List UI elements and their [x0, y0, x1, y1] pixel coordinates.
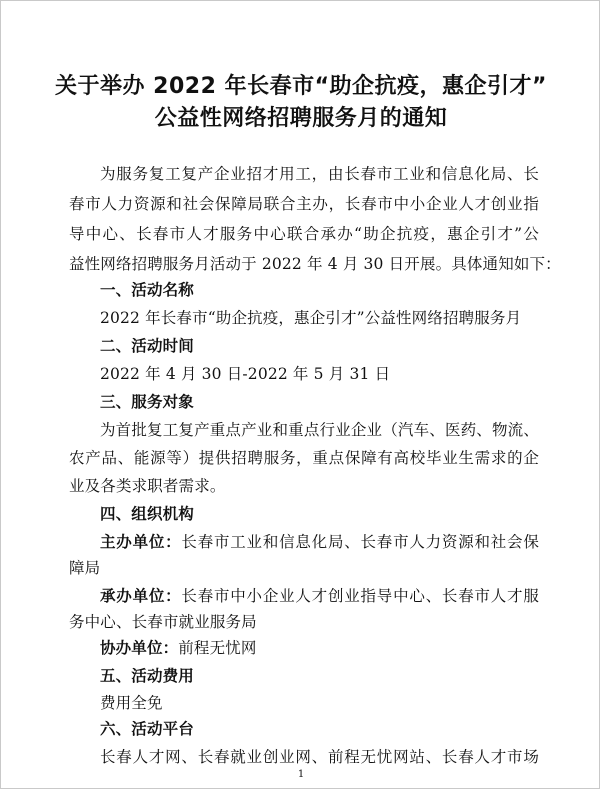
- section-1-text: 2022 年长春市“助企抗疫，惠企引才”公益性网络招聘服务月: [100, 309, 522, 327]
- organizer-line-2: 障局: [69, 559, 101, 577]
- section-4-heading: 四、组织机构: [100, 505, 194, 523]
- section-2-text: 2022 年 4 月 30 日-2022 年 5 月 31 日: [100, 365, 391, 383]
- document-title-line-2: 公益性网络招聘服务月的通知: [154, 106, 448, 131]
- undertaker-label: 承办单位：: [100, 587, 182, 605]
- undertaker-line-2: 务中心、长春市就业服务局: [69, 613, 257, 631]
- section-3-line-3: 业及各类求职者需求。: [69, 477, 226, 495]
- intro-line-2: 春市人力资源和社会保障局联合主办，长春市中小企业人才创业指: [69, 195, 539, 213]
- intro-line-3: 导中心、长春市人才服务中心联合承办“助企抗疫，惠企引才”公: [69, 225, 539, 243]
- section-2-heading: 二、活动时间: [100, 337, 194, 355]
- section-3-line-2: 农产品、能源等）提供招聘服务，重点保障有高校毕业生需求的企: [69, 449, 539, 467]
- page-number: 1: [297, 769, 305, 780]
- section-3-line-1: 为首批复工复产重点产业和重点行业企业（汽车、医药、物流、: [100, 421, 539, 439]
- section-5-heading: 五、活动费用: [100, 667, 194, 685]
- section-5-text: 费用全免: [100, 694, 163, 712]
- intro-line-4: 益性网络招聘服务月活动于 2022 年 4 月 30 日开展。具体通知如下：: [69, 255, 561, 273]
- undertaker-value: 长春市中小企业人才创业指导中心、长春市人才服: [181, 587, 539, 605]
- document-title-line-1: 关于举办 2022 年长春市“助企抗疫，惠企引才”: [55, 74, 547, 99]
- section-6-heading: 六、活动平台: [100, 720, 194, 738]
- organizer-value: 长春市工业和信息化局、长春市人力资源和社会保: [181, 533, 539, 551]
- coorganizer-line: [100, 633, 570, 663]
- coorganizer-value: 前程无忧网: [178, 639, 257, 657]
- intro-line-1: 为服务复工复产企业招才用工，由长春市工业和信息化局、长: [100, 165, 539, 183]
- section-3-heading: 三、服务对象: [100, 393, 194, 411]
- organizer-label: 主办单位：: [100, 533, 182, 551]
- section-1-heading: 一、活动名称: [100, 281, 194, 299]
- coorganizer-label: 协办单位：: [100, 639, 179, 657]
- section-6-text: 长春人才网、长春就业创业网、前程无忧网站、长春人才市场: [100, 748, 539, 766]
